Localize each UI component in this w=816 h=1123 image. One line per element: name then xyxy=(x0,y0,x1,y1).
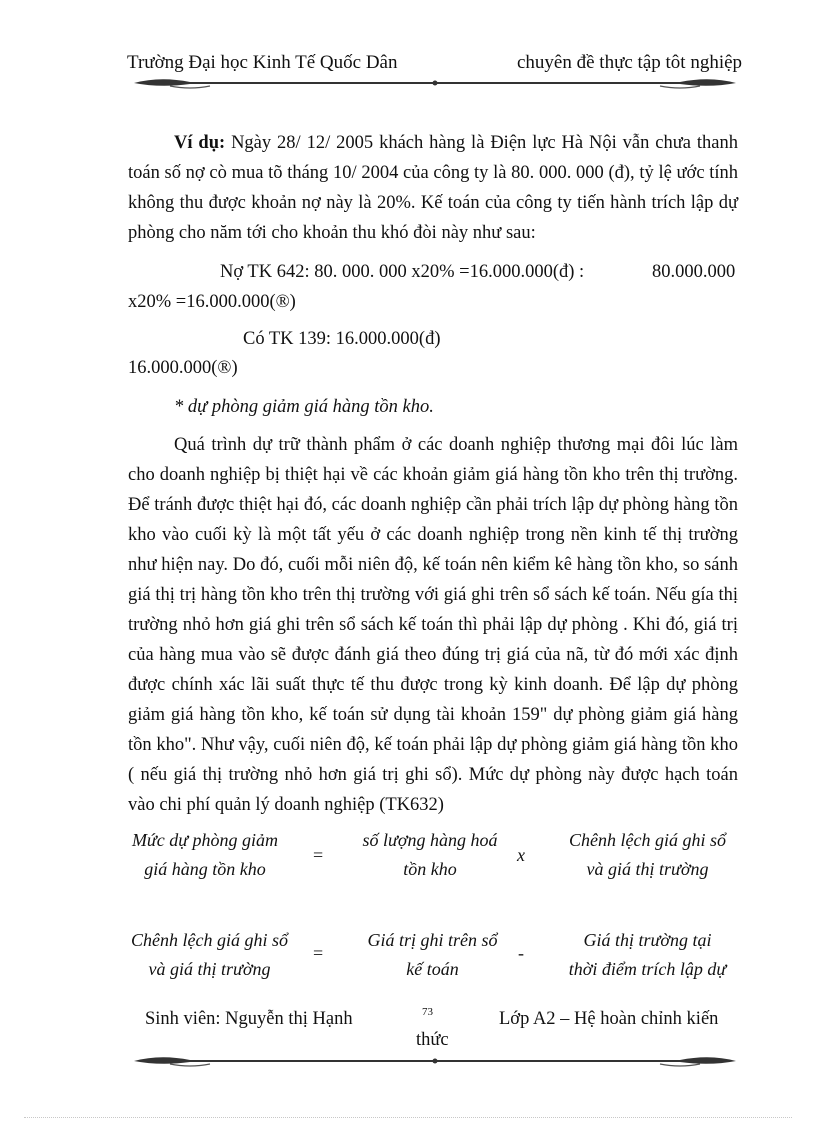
formula1-left-line1: Mức dự phòng giảm xyxy=(131,830,279,850)
formula2-middle-line2: kế toán xyxy=(406,959,459,979)
header-ornament-divider xyxy=(130,74,740,92)
page-bottom-border xyxy=(24,1117,792,1118)
formula2-right-term xyxy=(555,926,740,984)
example-label: Ví dụ: xyxy=(174,133,226,153)
formula2-left-line2: và giá thị trường xyxy=(148,959,271,979)
formula1-middle-line1: số lượng hàng hoá xyxy=(362,830,498,850)
main-paragraph-text: Quá trình dự trữ thành phẩm ở các doanh nghiệp thương mại đôi lúc làm cho doanh nghiệp bị thiệt hại về các khoản giảm giá hàng tồn kho trên thị trường. Để tránh được thiệt hại đó, các doanh nghiệp cần phải trích lập dự phòng hàng tồn kho vào cuối kỳ là một tất yếu ở các doanh nghiệp trong nền kinh tế thị trường như hiện nay. Do đó, cuối mỗi niên độ, kế toán nên kiểm kê hàng tồn kho, so sánh giá thị trị hàng tồn kho trên thị trường với giá ghi trên sổ sách kế toán. Nếu gía thị trường nhỏ hơn giá ghi trên sổ sách kế toán thì phải lập dự phòng . Khi đó, giá trị của hàng mua vào sẽ được đánh giá theo đúng trị giá của nã, từ đó mới xác định được chính xác lãi suất thực tế thu được trong kỳ kinh doanh. Để lập dự phòng giảm giá hàng tồn kho, kế toán sử dụng tài khoản 159" dự phòng giảm giá hàng tồn kho". Như vậy, cuối niên độ, kế toán phải lập dự phòng giảm giá hàng tồn kho ( nếu giá thị trường nhỏ hơn giá trị ghi sổ). Mức dự phòng này được hạch toán vào chi phí quản lý doanh nghiệp (TK632) xyxy=(128,435,738,815)
footer-ornament-divider xyxy=(130,1052,740,1070)
debit-entry-wrap: x20% =16.000.000(®) xyxy=(128,292,296,312)
formula2-middle-line1: Giá trị ghi trên sổ xyxy=(367,930,498,950)
formula2-middle-term xyxy=(355,926,510,984)
formula2-equals: = xyxy=(313,943,324,963)
header-school: Trường Đại học Kinh Tế Quốc Dân xyxy=(127,52,398,73)
formula1-multiply: x xyxy=(517,845,525,865)
credit-entry: Có TK 139: 16.000.000(đ) xyxy=(243,329,441,349)
formula1-left-term xyxy=(120,826,290,884)
debit-entry-amount: 80.000.000 xyxy=(652,262,736,282)
main-paragraph xyxy=(128,430,738,820)
formula1-right-line2: và giá thị trường xyxy=(586,859,709,879)
page-number: 73 xyxy=(422,1006,433,1018)
formula2-right-line1: Giá thị trường tại xyxy=(583,930,712,950)
example-paragraph xyxy=(128,128,738,248)
formula2-left-line1: Chênh lệch giá ghi sổ xyxy=(131,930,288,950)
formula1-middle-term xyxy=(350,826,510,884)
formula1-right-term xyxy=(555,826,740,884)
formula2-left-term xyxy=(117,926,302,984)
header-report-title: chuyên đề thực tập tôt nghiệp xyxy=(517,52,743,73)
formula1-equals: = xyxy=(313,845,324,865)
formula2-right-line2: thời điểm trích lập dự xyxy=(568,959,727,979)
section-title: * dự phòng giảm giá hàng tồn kho. xyxy=(174,397,434,417)
formula1-middle-line2: tồn kho xyxy=(403,859,457,879)
footer-class: Lớp A2 – Hệ hoàn chỉnh kiến xyxy=(499,1009,719,1029)
debit-entry: Nợ TK 642: 80. 000. 000 x20% =16.000.000(đ) : xyxy=(220,262,585,282)
credit-entry-wrap: 16.000.000(®) xyxy=(128,358,238,378)
formula2-minus: - xyxy=(518,943,524,963)
footer-student-name: Sinh viên: Nguyễn thị Hạnh xyxy=(145,1009,353,1029)
example-text: Ngày 28/ 12/ 2005 khách hàng là Điện lực Hà Nội vẫn chưa thanh toán số nợ cò mua tõ tháng 10/ 2004 của công ty là 80. 000. 000 (đ), tỷ lệ ước tính không thu được khoản nợ này là 20%. Kế toán của công ty tiến hành trích lập dự phòng cho năm tới cho khoản thu khó đòi này như sau: xyxy=(128,133,738,243)
formula1-left-line2: giá hàng tồn kho xyxy=(144,859,266,879)
footer-class-wrap: thức xyxy=(416,1030,449,1050)
formula1-right-line1: Chênh lệch giá ghi sổ xyxy=(569,830,726,850)
